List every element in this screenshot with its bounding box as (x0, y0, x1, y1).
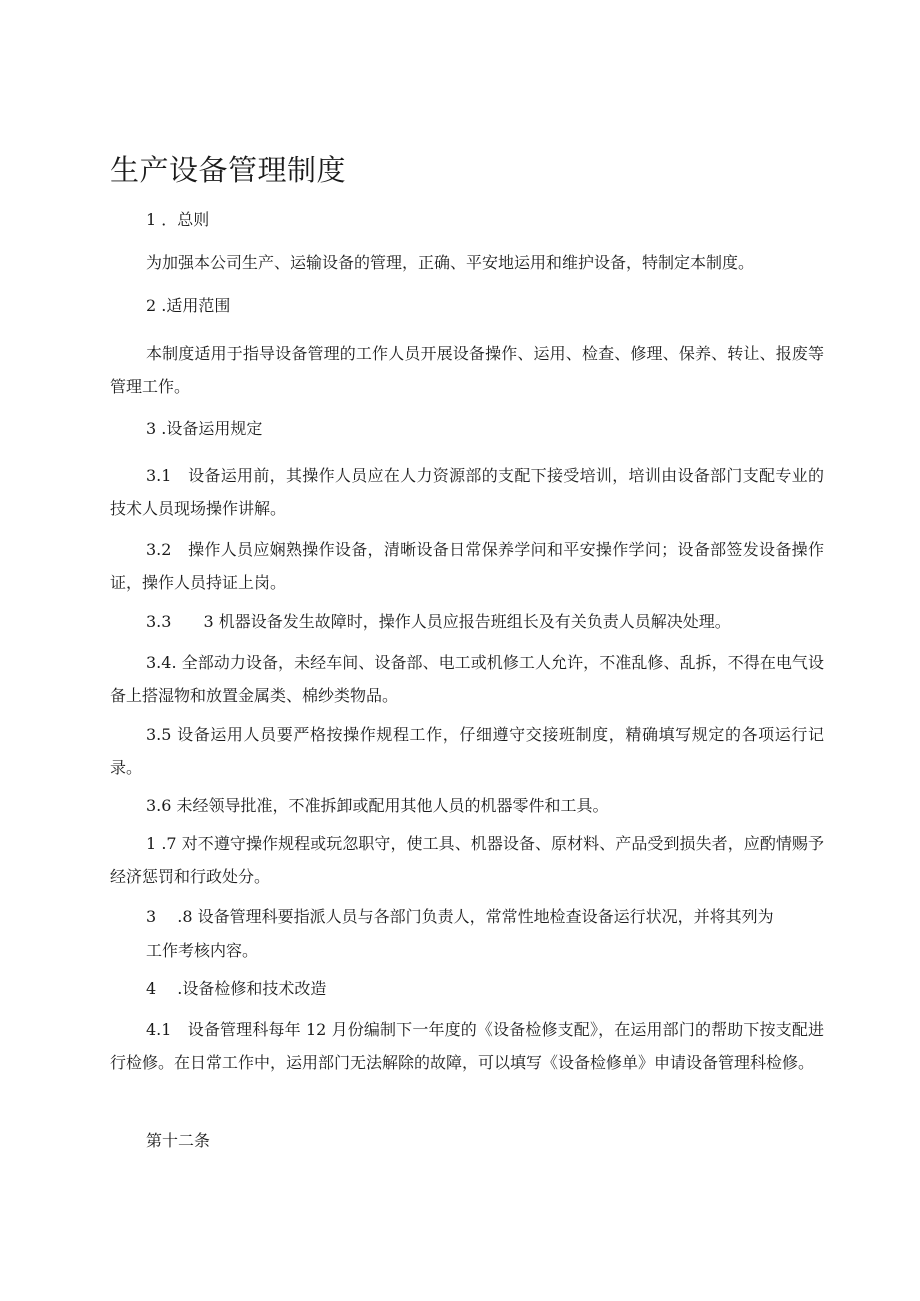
paragraph-3-8: 3 .8 设备管理科要指派人员与各部门负责人，常常性地检查设备运行状况，并将其列为 (146, 907, 774, 926)
paragraph-4-1: 4.1 设备管理科每年 12 月份编制下一年度的《设备检修支配》，在运用部门的帮助下按支配进行检修。在日常工作中，运用部门无法解除的故障，可以填写《设备检修单》申请设备管理科检修。 (110, 1020, 824, 1072)
paragraph-3-2: 3.2 操作人员应娴熟操作设备，清晰设备日常保养学问和平安操作学问；设备部签发设备操作证，操作人员持证上岗。 (110, 540, 824, 592)
paragraph-purpose: 为加强本公司生产、运输设备的管理，正确、平安地运用和维护设备，特制定本制度。 (146, 253, 755, 272)
paragraph-3-3: 3.3 3 机器设备发生故障时，操作人员应报告班组长及有关负责人员解决处理。 (146, 612, 731, 631)
paragraph-3-6: 3.6 未经领导批准，不准拆卸或配用其他人员的机器零件和工具。 (146, 796, 609, 815)
article-twelve-heading: 第十二条 (146, 1131, 211, 1150)
paragraph-3-5: 3.5 设备运用人员要严格按操作规程工作，仔细遵守交接班制度，精确填写规定的各项运行记录。 (110, 725, 824, 777)
section-heading-general: 1 ．总则 (146, 210, 210, 229)
paragraph-3-4: 3.4. 全部动力设备，未经车间、设备部、电工或机修工人允许，不准乱修、乱拆，不得在电气设备上搭湿物和放置金属类、棉纱类物品。 (110, 653, 824, 705)
document-title: 生产设备管理制度 (110, 153, 347, 187)
section-heading-scope: 2 .适用范围 (146, 296, 231, 315)
paragraph-scope: 本制度适用于指导设备管理的工作人员开展设备操作、运用、检查、修理、保养、转让、报废等管理工作。 (110, 344, 824, 396)
paragraph-3-1: 3.1 设备运用前，其操作人员应在人力资源部的支配下接受培训，培训由设备部门支配专业的技术人员现场操作讲解。 (110, 466, 824, 518)
section-heading-maintenance: 4 .设备检修和技术改造 (146, 979, 327, 998)
paragraph-3-7: 1 .7 对不遵守操作规程或玩忽职守，使工具、机器设备、原材料、产品受到损失者，应酌情赐予经济惩罚和行政处分。 (110, 834, 824, 886)
paragraph-3-8-continued: 工作考核内容。 (146, 941, 259, 960)
section-heading-usage-rules: 3 .设备运用规定 (146, 419, 263, 438)
